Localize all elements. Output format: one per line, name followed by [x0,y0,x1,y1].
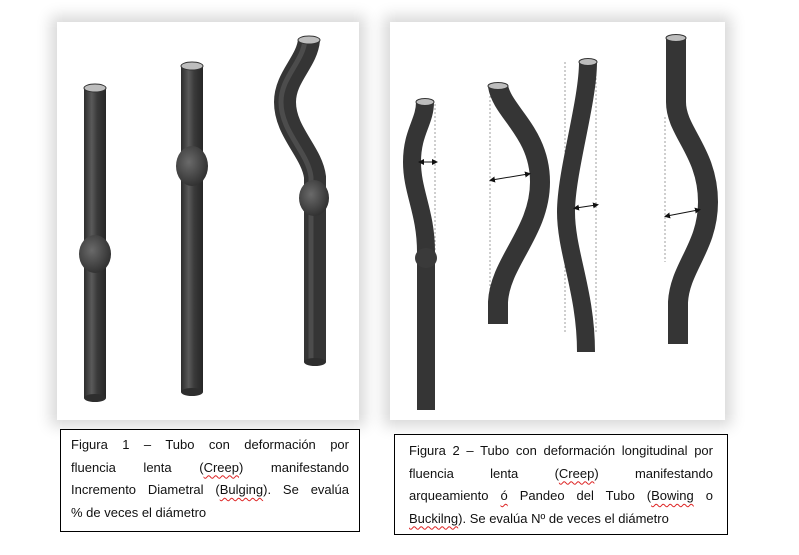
caption-1-line-3 [71,479,349,502]
caption-1-text: Incremento Diametral ( [71,482,220,497]
bowed-tube-3 [565,59,597,353]
caption-1-text: fluencia lenta ( [71,459,204,475]
straight-tube-with-bulge-low [79,84,111,402]
caption-1-line-1: Figura 1 – Tubo con deformación por [71,437,349,452]
creep-term: Creep [558,465,595,481]
bowed-tube-2 [488,83,540,325]
caption-2-text: fluencia lenta ( [409,465,559,481]
bowed-tube-4 [665,35,708,345]
figure-2-caption [394,434,728,535]
caption-1-text: ) manifestando [238,459,349,475]
straight-tube-with-bulge-high [176,62,208,396]
bulging-term: Bulging [219,482,264,497]
figure-1-image [57,22,359,420]
caption-2-line-3 [409,485,713,508]
caption-1-line-4: % de veces el diámetro [71,504,207,520]
creep-term: Creep [203,459,239,475]
caption-1-line-2 [71,457,349,480]
caption-1-text: ). Se evalúa [263,482,349,497]
caption-2-text: arqueamiento [409,488,501,503]
caption-2-text: ) manifestando [594,465,713,481]
figure-2-illustration [390,22,725,420]
caption-2-text: Pandeo del Tubo ( [507,488,652,503]
figure-1-illustration [57,22,359,420]
bent-tube-with-bulge [281,36,329,366]
caption-2-line-2 [409,463,713,486]
caption-2-text: ). Se evalúa Nº de veces el diámetro [458,510,669,526]
caption-2-text: o [693,488,713,503]
caption-2-line-1: Figura 2 – Tubo con deformación longitudinal por [409,443,713,458]
caption-2-line-4 [409,508,713,531]
o-term: ó [500,488,508,503]
figure-1-caption [60,429,360,532]
figure-2-image [390,22,725,420]
bowed-tube-1 [412,99,437,411]
bowing-term: Bowing [651,488,694,503]
buckilng-term: Buckilng [409,510,459,526]
